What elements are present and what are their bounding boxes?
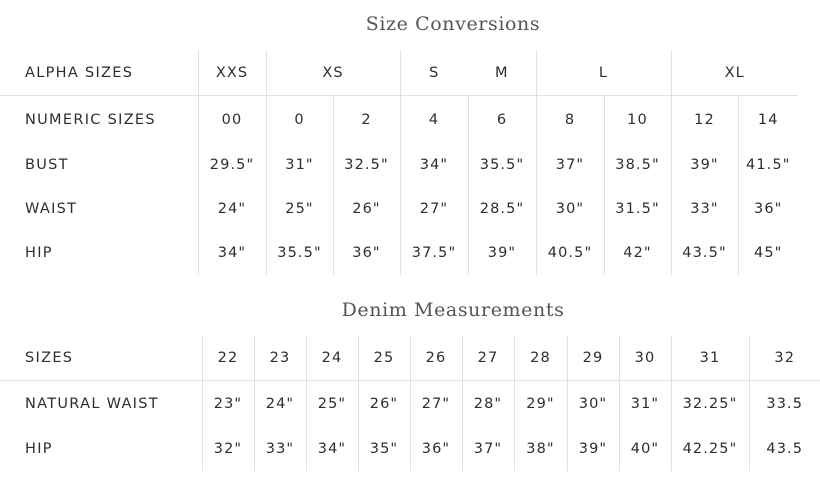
size-cell: 22 bbox=[202, 335, 254, 381]
table-cell: 43.5" bbox=[671, 231, 738, 275]
row-label: ALPHA SIZES bbox=[0, 50, 198, 96]
size-cell: 32 bbox=[749, 335, 820, 381]
alpha-size-cell: XXS bbox=[198, 50, 266, 96]
size-cell: 31 bbox=[671, 335, 749, 381]
table-row bbox=[0, 187, 798, 231]
table-cell: 31" bbox=[619, 381, 671, 427]
table-cell: 32.25" bbox=[671, 381, 749, 427]
size-conversions-title: Size Conversions bbox=[365, 13, 541, 35]
size-cell: 26 bbox=[410, 335, 462, 381]
size-cell: 24 bbox=[306, 335, 358, 381]
table-cell: 36" bbox=[738, 187, 798, 231]
table-cell: 24" bbox=[254, 381, 306, 427]
table-cell: 41.5" bbox=[738, 143, 798, 187]
table-cell: 29" bbox=[514, 381, 567, 427]
table-cell: 27" bbox=[400, 187, 468, 231]
size-cell: 23 bbox=[254, 335, 306, 381]
denim-measurements-table bbox=[0, 335, 820, 471]
table-cell: 40.5" bbox=[536, 231, 604, 275]
table-cell: 33" bbox=[254, 426, 306, 471]
table-cell: 10 bbox=[604, 96, 671, 144]
alpha-size-cell: XS bbox=[266, 50, 400, 96]
table-cell: 24" bbox=[198, 187, 266, 231]
alpha-size-cell: M bbox=[468, 50, 536, 96]
table-row bbox=[0, 426, 820, 471]
alpha-sizes-row bbox=[0, 50, 798, 96]
table-cell: 37.5" bbox=[400, 231, 468, 275]
denim-measurements-title: Denim Measurements bbox=[341, 299, 565, 321]
table-row bbox=[0, 381, 820, 427]
table-cell: 26" bbox=[333, 187, 400, 231]
table-cell: 32" bbox=[202, 426, 254, 471]
table-cell: 31" bbox=[266, 143, 333, 187]
table-cell: 2 bbox=[333, 96, 400, 144]
table-cell: 26" bbox=[358, 381, 410, 427]
table-cell: 42.25" bbox=[671, 426, 749, 471]
table-cell: 37" bbox=[462, 426, 514, 471]
table-cell: 39" bbox=[671, 143, 738, 187]
table-cell: 36" bbox=[333, 231, 400, 275]
table-cell: 39" bbox=[567, 426, 619, 471]
table-cell: 36" bbox=[410, 426, 462, 471]
table-cell: 43.5 bbox=[749, 426, 820, 471]
alpha-size-cell: L bbox=[536, 50, 671, 96]
table-cell: 25" bbox=[266, 187, 333, 231]
sizes-row bbox=[0, 335, 820, 381]
table-cell: 00 bbox=[198, 96, 266, 144]
table-cell: 38.5" bbox=[604, 143, 671, 187]
table-cell: 42" bbox=[604, 231, 671, 275]
table-cell: 6 bbox=[468, 96, 536, 144]
alpha-size-cell: XL bbox=[671, 50, 798, 96]
size-cell: 29 bbox=[567, 335, 619, 381]
table-cell: 34" bbox=[198, 231, 266, 275]
table-cell: 34" bbox=[400, 143, 468, 187]
table-row bbox=[0, 231, 798, 275]
table-cell: 45" bbox=[738, 231, 798, 275]
table-cell: 23" bbox=[202, 381, 254, 427]
row-label: WAIST bbox=[25, 201, 78, 217]
table-cell: 35.5" bbox=[468, 143, 536, 187]
table-cell: 14 bbox=[738, 96, 798, 144]
row-label: BUST bbox=[25, 157, 69, 173]
table-cell: 25" bbox=[306, 381, 358, 427]
row-label: NUMERIC SIZES bbox=[25, 111, 156, 128]
table-row bbox=[0, 96, 798, 144]
table-cell: 38" bbox=[514, 426, 567, 471]
alpha-size-cell: S bbox=[400, 50, 468, 96]
size-cell: 25 bbox=[358, 335, 410, 381]
row-label: HIP bbox=[25, 245, 53, 261]
table-cell: 32.5" bbox=[333, 143, 400, 187]
row-label: SIZES bbox=[0, 335, 202, 381]
table-cell: 4 bbox=[400, 96, 468, 144]
table-cell: 35.5" bbox=[266, 231, 333, 275]
table-cell: 27" bbox=[410, 381, 462, 427]
size-cell: 28 bbox=[514, 335, 567, 381]
table-cell: 33" bbox=[671, 187, 738, 231]
table-cell: 40" bbox=[619, 426, 671, 471]
table-cell: 31.5" bbox=[604, 187, 671, 231]
row-label: HIP bbox=[25, 440, 53, 457]
row-label: NATURAL WAIST bbox=[25, 395, 159, 412]
table-cell: 39" bbox=[468, 231, 536, 275]
table-cell: 12 bbox=[671, 96, 738, 144]
table-cell: 35" bbox=[358, 426, 410, 471]
table-cell: 33.5 bbox=[749, 381, 820, 427]
size-cell: 27 bbox=[462, 335, 514, 381]
size-cell: 30 bbox=[619, 335, 671, 381]
table-cell: 29.5" bbox=[198, 143, 266, 187]
size-conversions-table bbox=[0, 50, 798, 275]
table-cell: 0 bbox=[266, 96, 333, 144]
table-row bbox=[0, 143, 798, 187]
table-cell: 34" bbox=[306, 426, 358, 471]
table-cell: 28.5" bbox=[468, 187, 536, 231]
table-cell: 30" bbox=[536, 187, 604, 231]
table-cell: 8 bbox=[536, 96, 604, 144]
table-cell: 37" bbox=[536, 143, 604, 187]
table-cell: 30" bbox=[567, 381, 619, 427]
table-cell: 28" bbox=[462, 381, 514, 427]
